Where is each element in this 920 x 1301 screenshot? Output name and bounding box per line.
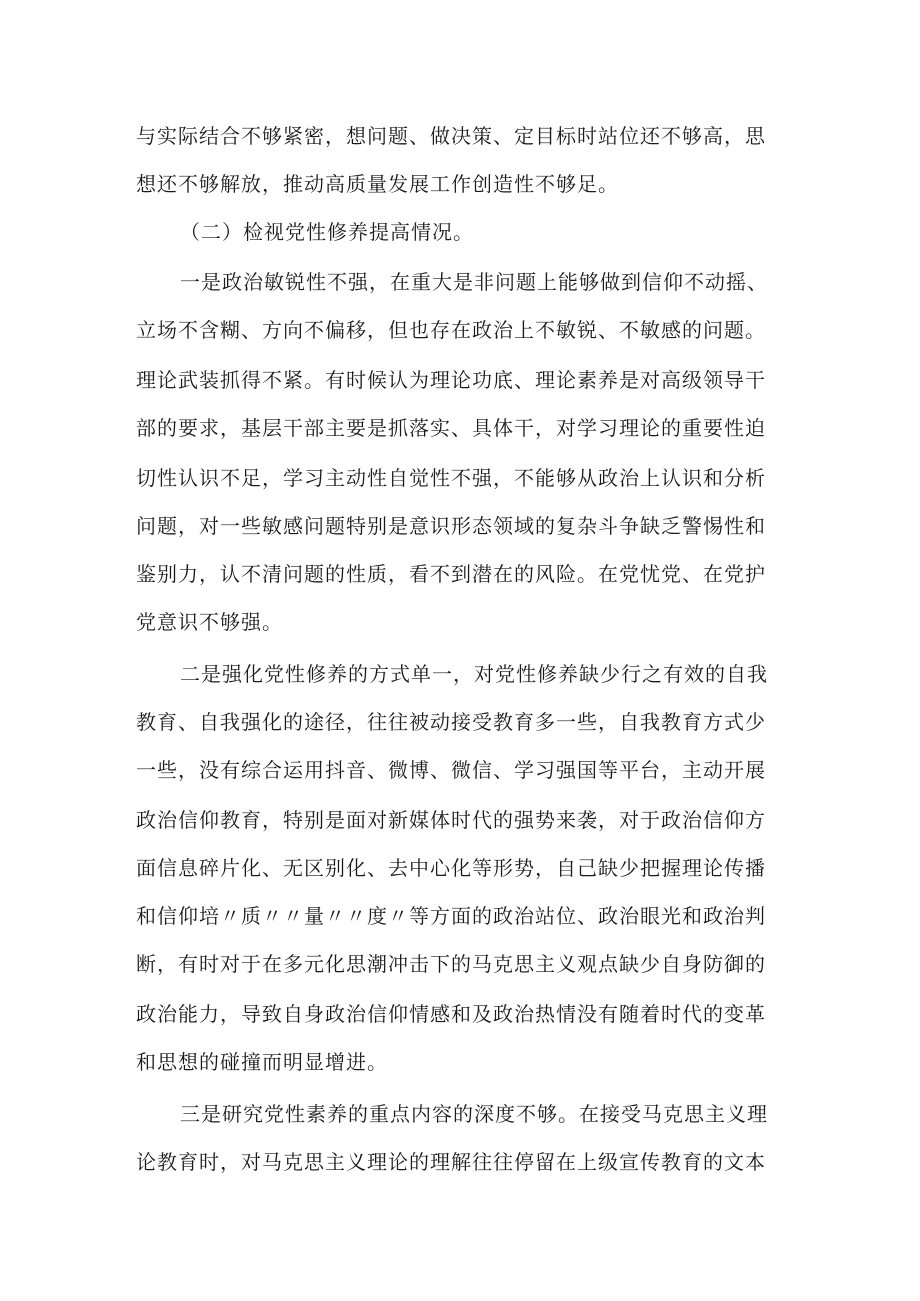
paragraph-1-line-2: 想还不够解放，推动高质量发展工作创造性不够足。 xyxy=(136,172,619,196)
paragraph-3-line-8: 政治能力，导致自身政治信仰情感和及政治热情没有随着时代的变革 xyxy=(136,1002,766,1026)
paragraph-4-line-2: 论教育时，对马克思主义理论的理解往往停留在上级宣传教育的文本 xyxy=(136,1150,766,1174)
paragraph-3-line-1: 二是强化党性修养的方式单一，对党性修养缺少行之有效的自我 xyxy=(180,662,768,686)
paragraph-3-line-3: 一些，没有综合运用抖音、微博、微信、学习强国等平台，主动开展 xyxy=(136,758,766,782)
paragraph-2-line-4: 部的要求，基层干部主要是抓落实、具体干，对学习理论的重要性迫 xyxy=(136,416,766,440)
paragraph-3-line-6: 和信仰培〃质〃〃量〃〃度〃等方面的政治站位、政治眼光和政治判 xyxy=(136,904,766,928)
paragraph-2-line-8: 党意识不够强。 xyxy=(136,610,283,634)
paragraph-3-line-4: 政治信仰教育，特别是面对新媒体时代的强势来袭，对于政治信仰方 xyxy=(136,808,766,832)
paragraph-3-line-7: 断，有时对于在多元化思潮冲击下的马克思主义观点缺少自身防御的 xyxy=(136,952,766,976)
paragraph-2-line-6: 问题，对一些敏感问题特别是意识形态领域的复杂斗争缺乏警惕性和 xyxy=(136,514,766,538)
paragraph-2-line-2: 立场不含糊、方向不偏移，但也存在政治上不敏锐、不敏感的问题。 xyxy=(136,318,766,342)
paragraph-4-line-1: 三是研究党性素养的重点内容的深度不够。在接受马克思主义理 xyxy=(180,1102,768,1126)
paragraph-2-line-7: 鉴别力，认不清问题的性质，看不到潜在的风险。在党忧党、在党护 xyxy=(136,562,766,586)
paragraph-2-line-1: 一是政治敏锐性不强，在重大是非问题上能够做到信仰不动摇、 xyxy=(180,270,768,294)
paragraph-2-line-3: 理论武装抓得不紧。有时候认为理论功底、理论素养是对高级领导干 xyxy=(136,368,766,392)
paragraph-1-line-1: 与实际结合不够紧密，想问题、做决策、定目标时站位还不够高，思 xyxy=(136,124,766,148)
section-heading: （二）检视党性修养提高情况。 xyxy=(180,220,474,244)
paragraph-3-line-2: 教育、自我强化的途径，往往被动接受教育多一些，自我教育方式少 xyxy=(136,710,766,734)
paragraph-3-line-9: 和思想的碰撞而明显增进。 xyxy=(136,1050,388,1074)
paragraph-2-line-5: 切性认识不足，学习主动性自觉性不强，不能够从政治上认识和分析 xyxy=(136,466,766,490)
paragraph-3-line-5: 面信息碎片化、无区别化、去中心化等形势，自己缺少把握理论传播 xyxy=(136,856,766,880)
